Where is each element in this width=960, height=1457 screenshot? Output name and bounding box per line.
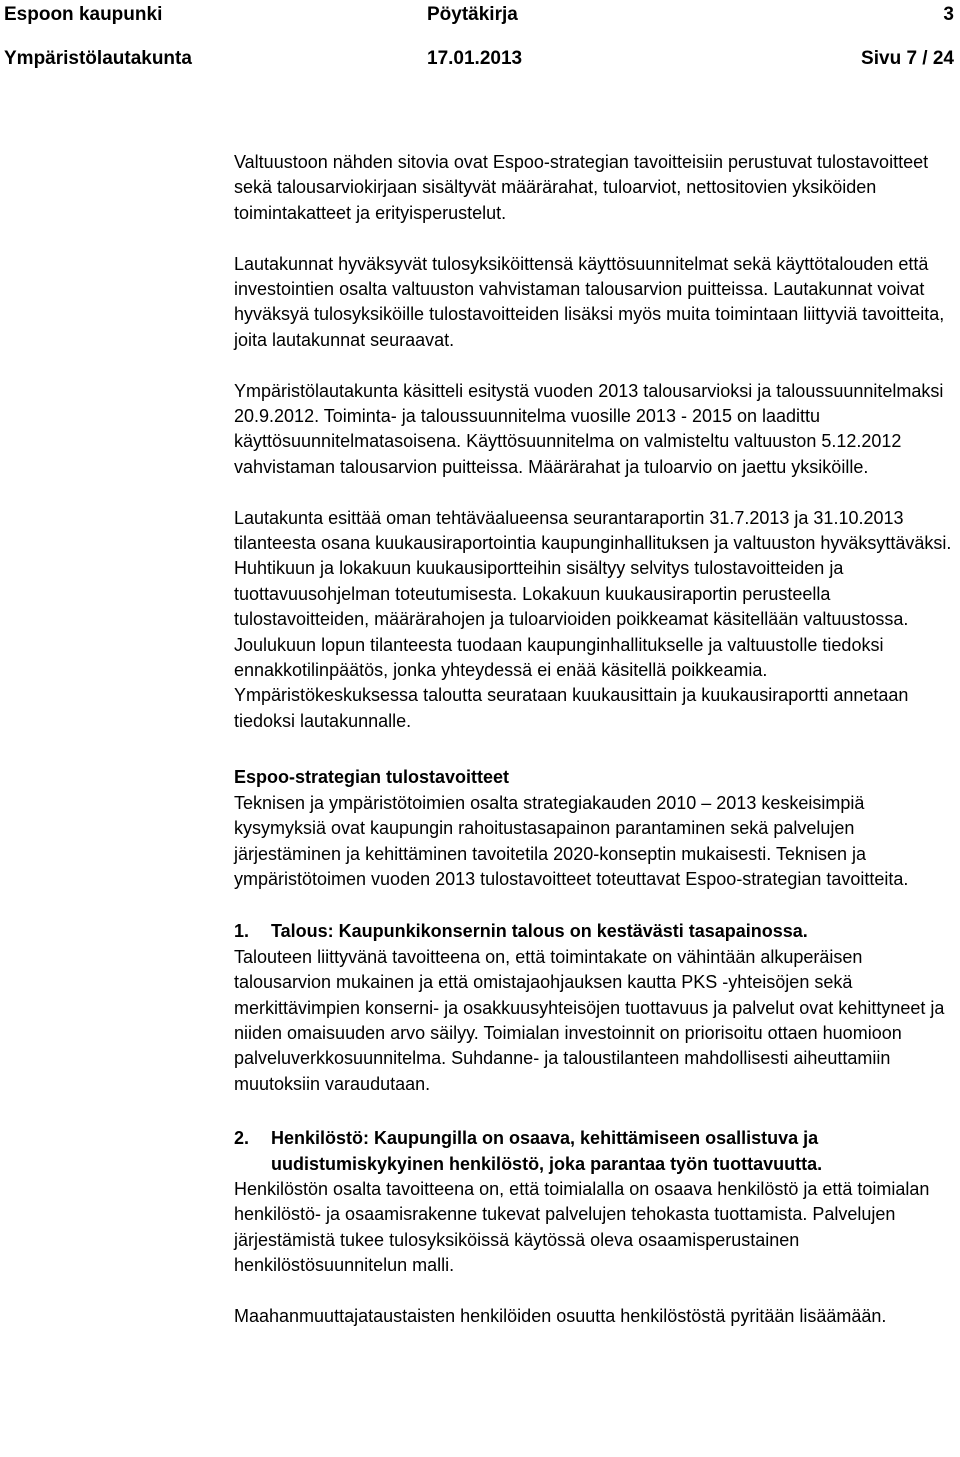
header-section-number: 3 [943,4,954,25]
header-document-type: Pöytäkirja [427,4,518,25]
paragraph-strategy-period: Teknisen ja ympäristötoimien osalta strategiakauden 2010 – 2013 keskeisimpiä kysymyksiä ovat kaupungin rahoitustasapainon parantaminen sekä palvelujen järjestäminen ja kehittäminen tavoitetila 2020-konseptin mukaisesti. Teknisen ja ympäristötoimen vuoden 2013 tulostavoitteet toteuttavat Espoo-strategian tavoitteita. [234,792,909,889]
header-page-number: Sivu 7 / 24 [861,48,954,69]
document-body [234,150,956,1329]
paragraph-finance-goal: Talouteen liittyvänä tavoitteena on, että toimintakate on vähintään alkuperäisen talousarvion mukainen ja että omistajaohjauksen kautta PKS -yhteisöjen sekä merkittävimpien konserni- ja osakkuusyhteisöjen tuottavuus ja palvelut ovat kehittyneet ja niiden omaisuuden arvo säilyy. Toimialan investoinnit on priorisoitu ottaen huomioon palveluverkkosuunnitelma. Suhdanne- ja taloustilanteen mahdollisesti aiheuttamiin muutoksiin varaudutaan. [234,946,945,1094]
paragraph-immigrant-staff: Maahanmuuttajataustaisten henkilöiden osuutta henkilöstöstä pyritään lisäämään. [234,1306,887,1326]
goal-number: 2. [234,1128,250,1149]
paragraph-operating-plans: Lautakunnat hyväksyvät tulosyksiköittensä käyttösuunnitelmat sekä käyttötalouden että investointien osalta valtuuston vahvistaman talousarvion puitteissa. Lautakunnat voivat hyväksyä tulosyksiköille tulostavoitteiden lisäksi myös muita toimintaan liittyviä tavoitteita, joita lautakunnat seuraavat. [234,253,945,350]
header-organization: Espoon kaupunki [4,4,163,25]
goal-heading-personnel [234,1126,956,1177]
paragraph-budget-processing: Ympäristölautakunta käsitteli esitystä vuoden 2013 talousarvioksi ja taloussuunnitelmaksi 20.9.2012. Toiminta- ja taloussuunnitelma vuosille 2013 - 2015 on laadittu käyttösuunnitelmatasoisena. Käyttösuunnitelma on valmisteltu valtuuston 5.12.2012 vahvistaman talousarvion puitteissa. Määrärahat ja tuloarvio on jaettu yksiköille. [234,380,944,477]
header-committee: Ympäristölautakunta [4,48,192,69]
paragraph-binding-targets: Valtuustoon nähden sitovia ovat Espoo-strategian tavoitteisiin perustuvat tulostavoitteet sekä talousarviokirjaan sisältyvät määrärahat, tuloarviot, nettositovien yksiköiden toimintakatteet ja erityisperustelut. [234,152,929,223]
goal-number: 1. [234,921,250,942]
goal-heading-finance [234,919,956,944]
goal-title: Talous: Kaupunkikonsernin talous on kestävästi tasapainossa. [271,921,808,942]
paragraph-monitoring-reports: Lautakunta esittää oman tehtäväalueensa seurantaraportin 31.7.2013 ja 31.10.2013 tilanteesta osana kuukausiraportointia kaupunginhallituksen ja valtuuston hyväksyttäväksi. Huhtikuun ja lokakuun kuukausiportteihin sisältyy selvitys tulostavoitteiden ja tuottavuusohjelman toteutumisesta. Lokakuun kuukausiraportin perusteella tulostavoitteiden, määrärahojen ja tuloarvioiden poikkeamat käsitellään valtuustossa. Joulukuun lopun tilanteesta tuodaan kaupunginhallitukselle ja valtuustolle tiedoksi ennakkotilinpäätös, jonka yhteydessä ei enää käsitellä poikkeamia. Ympäristökeskuksessa taloutta seurataan kuukausittain ja kuukausiraportti annetaan tiedoksi lautakunnalle. [234,507,952,731]
strategy-heading: Espoo-strategian tulostavoitteet [234,767,510,788]
goal-title: Henkilöstö: Kaupungilla on osaava, kehittämiseen osallistuva ja uudistumiskykyinen henkilöstö, joka parantaa työn tuottavuutta. [271,1128,823,1174]
header-date: 17.01.2013 [427,48,523,69]
paragraph-personnel-goal: Henkilöstön osalta tavoitteena on, että toimialalla on osaava henkilöstö ja että toimialan henkilöstö- ja osaamisrakenne tukevat palvelujen tehokasta tuottamista. Palvelujen järjestämistä tukee tulosyksiköissä käytössä oleva osaamisperustainen henkilöstösuunnitelun malli. [234,1178,930,1276]
